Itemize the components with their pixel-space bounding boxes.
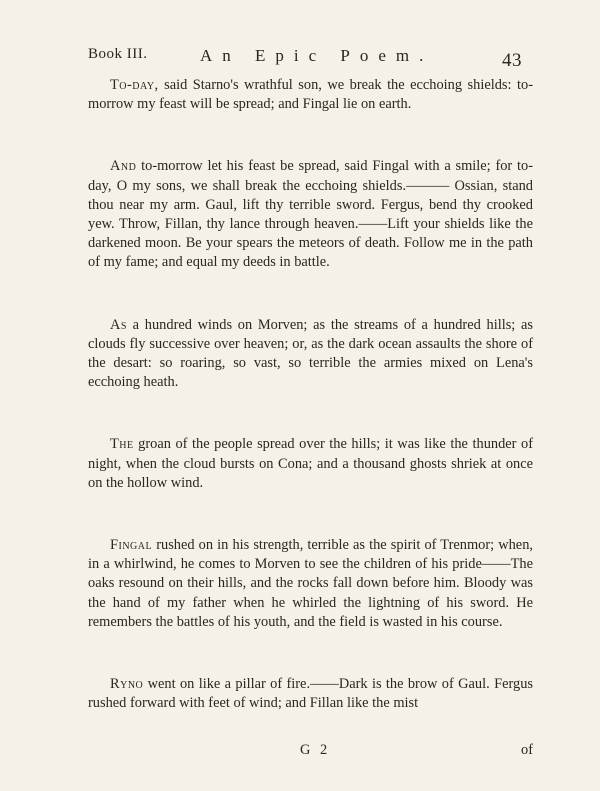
paragraph-text: went on like a pillar of fire.——Dark is the brow of Gaul. Fergus rushed forward with feet of wind; and Fillan like the mist (88, 676, 533, 712)
paragraph-lead: The (110, 436, 134, 453)
paragraph-text: groan of the people spread over the hills; it was like the thunder of night, when the cloud bursts on Cona; and a thousand ghosts shriek at once on the hollow wind. (88, 436, 533, 491)
running-header (88, 46, 522, 72)
paragraph-3 (88, 316, 533, 393)
paragraph-2 (88, 157, 533, 272)
paragraph-lead: Fingal (110, 537, 153, 554)
paragraph-4 (88, 435, 533, 493)
paragraph-lead: As (110, 316, 127, 333)
paragraph-text: to-morrow let his feast be spread, said Fingal with a smile; for to-day, O my sons, we shall break the ecchoing shields.——— Ossian, stand thou near my arm. Gaul, lift thy terrible sword. Fergus, bend thy crooked yew. Throw, Fillan, thy lance through heaven.——Lift your shields like the darkened moon. Be your spears the meteors of death. Follow me in the path of my fame; and equal my deeds in battle. (88, 158, 533, 271)
signature-mark: G 2 (300, 742, 331, 758)
paragraph-text: rushed on in his strength, terrible as the spirit of Trenmor; when, in a whirlwind, he comes to Morven to see the children of his pride——The oaks resound on their hills, and the rocks fall down before him. Bloody was the hand of my father when he whirled the lightning of his sword. He remembers the battles of his youth, and the field is wasted in his course. (88, 537, 533, 630)
book-label: Book III. (88, 46, 148, 62)
running-title: An Epic Poem. (200, 46, 434, 65)
paragraph-6 (88, 675, 533, 713)
catchword: of (521, 742, 533, 758)
paragraph-lead: Ryno (110, 676, 144, 693)
paragraph-text: a hundred winds on Morven; as the streams of a hundred hills; as clouds fly successive over heaven; or, as the dark ocean assaults the shore of the desart: so roaring, so vast, so terrible the armies mixed on Lena's ecchoing heath. (88, 316, 533, 391)
paragraph-lead: To-day, (110, 77, 159, 93)
paragraph-text: said Starno's wrathful son, we break the ecchoing shields: to-morrow my feast will be spread; and Fingal lie on earth. (88, 77, 533, 113)
page-footer (88, 742, 533, 762)
page-number: 43 (502, 50, 522, 71)
body-text (88, 76, 533, 713)
paragraph-1 (88, 76, 533, 114)
paragraph-5 (88, 536, 533, 632)
paragraph-lead: And (110, 158, 137, 175)
